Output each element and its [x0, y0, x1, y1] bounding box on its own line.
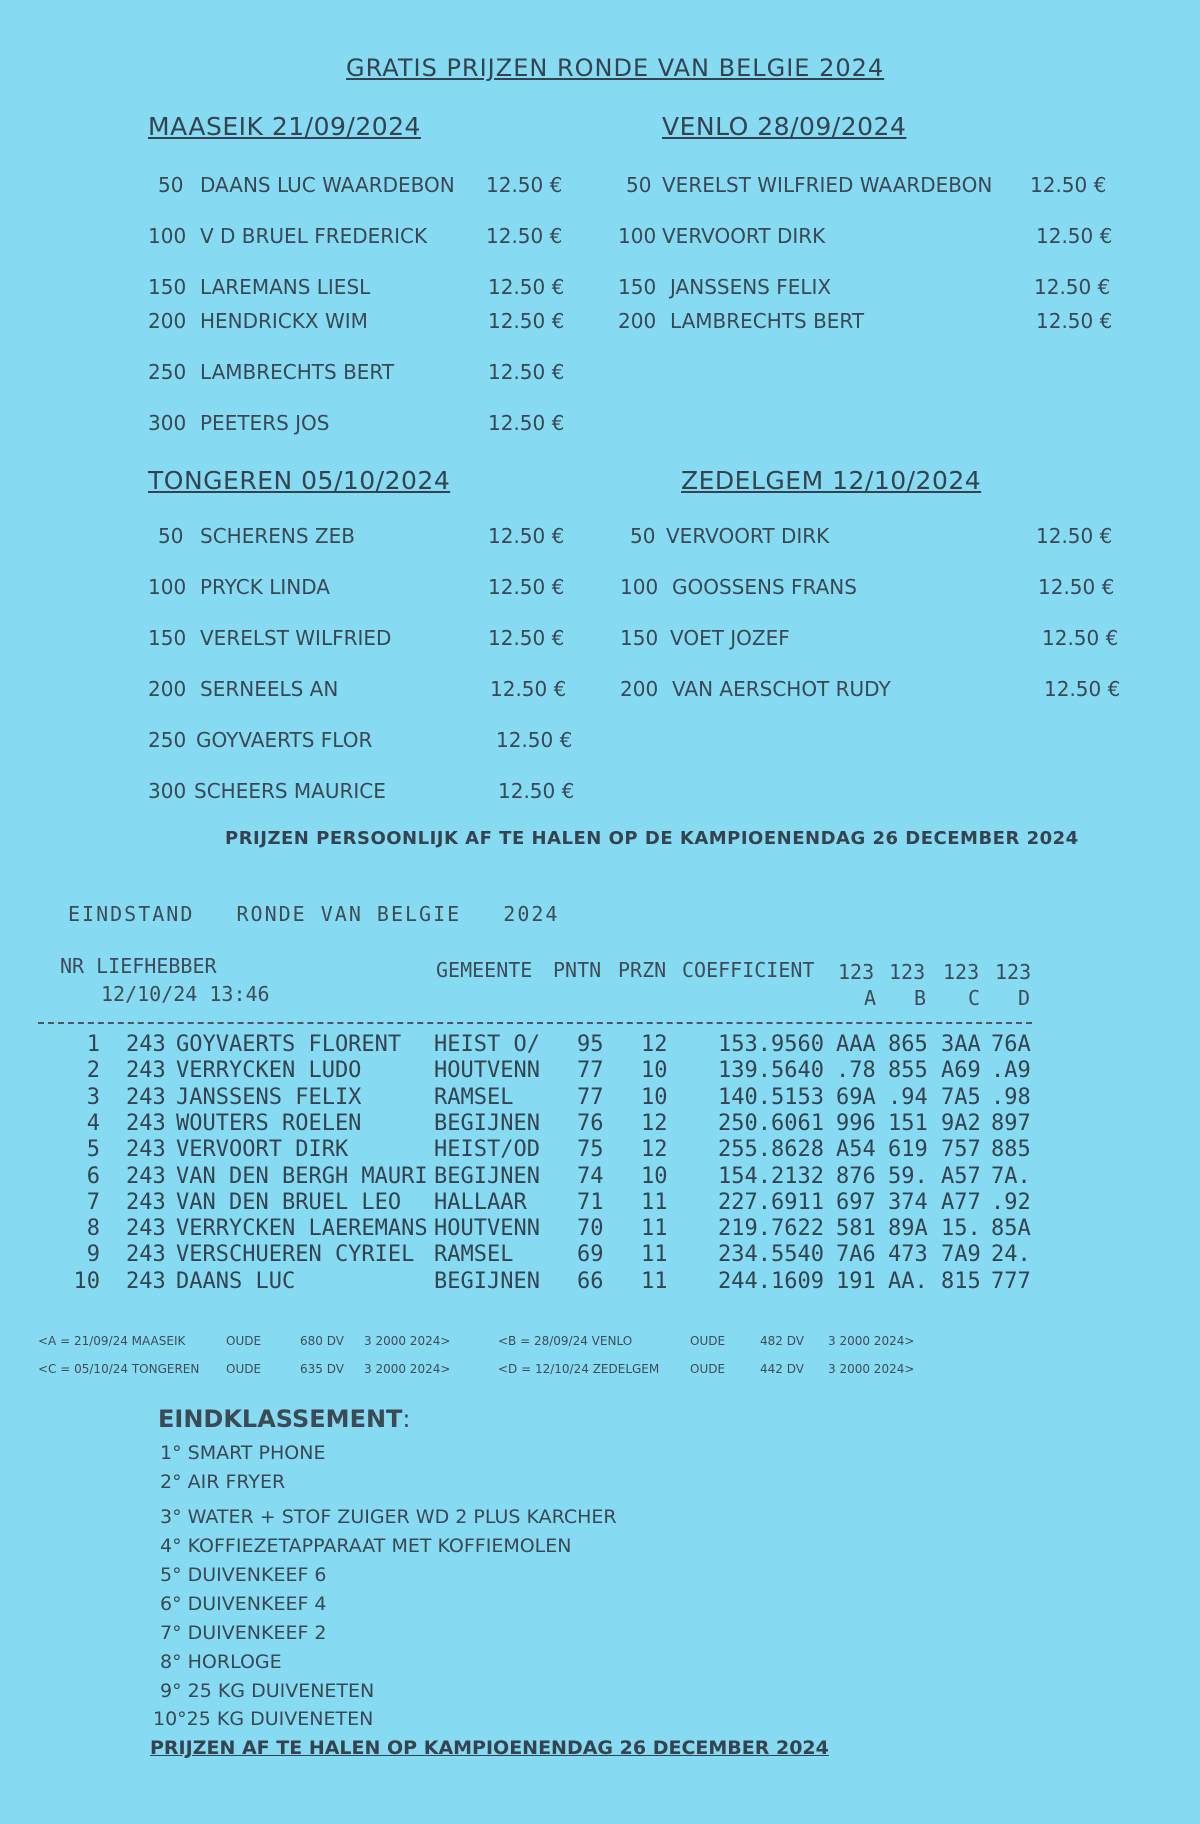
prize-row [148, 677, 588, 707]
cell-c: 7A9 [941, 1242, 981, 1268]
prize-amount: 12.50 € [1036, 224, 1113, 248]
cell-d: .92 [991, 1189, 1031, 1215]
legend-key: <D = 12/10/24 ZEDELGEM [498, 1362, 660, 1376]
cell-gemeente: RAMSEL [434, 1242, 514, 1268]
prize-name: GOOSSENS FRANS [672, 575, 857, 599]
prize-row [158, 173, 578, 203]
cell-przn: 11 [641, 1189, 668, 1215]
cell-code: 243 [126, 1110, 166, 1136]
prize-row [148, 411, 578, 441]
cell-code: 243 [126, 1058, 166, 1084]
cell-gemeente: BEGIJNEN [434, 1163, 540, 1189]
prize-row [148, 728, 588, 758]
legend-key: <C = 05/10/24 TONGEREN [38, 1362, 200, 1376]
final-title [158, 1405, 411, 1433]
cell-name: JANSSENS FELIX [176, 1084, 362, 1110]
prize-row [618, 275, 1118, 305]
prize-amount: 12.50 € [486, 173, 563, 197]
prize-amount: 12.50 € [486, 224, 563, 248]
cell-d: 24. [991, 1242, 1031, 1268]
cell-code: 243 [126, 1032, 166, 1057]
cell-a: 69A [836, 1084, 876, 1110]
final-item: 2° AIR FRYER [160, 1471, 286, 1493]
prize-name: LAMBRECHTS BERT [670, 309, 865, 333]
cell-przn: 12 [641, 1137, 668, 1163]
prize-row [630, 524, 1126, 554]
prize-amount: 12.50 € [490, 677, 567, 701]
cell-c: A77 [941, 1189, 981, 1215]
cell-przn: 11 [641, 1268, 668, 1294]
prize-row [618, 309, 1118, 339]
cell-name: DAANS LUC [176, 1268, 296, 1294]
legend-info: 3 2000 2024> [364, 1362, 451, 1376]
legend-oude: OUDE [226, 1334, 262, 1348]
cell-b: 619 [888, 1137, 928, 1163]
cell-coefficient: 234.5540 [718, 1242, 824, 1268]
prize-name: HENDRICKX WIM [200, 309, 368, 333]
prize-amount: 12.50 € [488, 360, 565, 384]
cell-nr: 6 [86, 1163, 100, 1189]
cell-b: 473 [888, 1242, 928, 1268]
race-title-zedelgem: ZEDELGEM 12/10/2024 [681, 466, 982, 495]
table-row [0, 1137, 1200, 1163]
prize-rank: 50 [630, 524, 656, 548]
prize-name: SCHEERS MAURICE [194, 779, 386, 803]
final-item: 4° KOFFIEZETAPPARAAT MET KOFFIEMOLEN [160, 1535, 572, 1557]
cell-code: 243 [126, 1084, 166, 1110]
prize-amount: 12.50 € [1038, 575, 1115, 599]
prize-name: V D BRUEL FREDERICK [200, 224, 428, 248]
prize-row [618, 224, 1118, 254]
prize-rank: 100 [620, 575, 659, 599]
cell-d: 7A. [991, 1163, 1031, 1189]
prize-rank: 50 [626, 173, 652, 197]
prize-row [148, 224, 578, 254]
prize-amount: 12.50 € [488, 626, 565, 650]
col-123-b: 123 [889, 960, 926, 984]
cell-nr: 9 [86, 1242, 100, 1268]
prize-rank: 150 [618, 275, 657, 299]
prize-amount: 12.50 € [1034, 275, 1111, 299]
table-row [0, 1164, 1200, 1190]
standings-title: EINDSTAND RONDE VAN BELGIE 2024 [68, 902, 560, 926]
cell-d: 76A [991, 1032, 1031, 1057]
final-item: 1° SMART PHONE [160, 1442, 326, 1464]
cell-b: AA. [888, 1268, 928, 1294]
prize-rank: 200 [618, 309, 657, 333]
cell-d: 897 [991, 1110, 1031, 1136]
cell-nr: 10 [73, 1268, 100, 1294]
cell-pntn: 74 [577, 1163, 604, 1189]
table-row [0, 1242, 1200, 1268]
cell-b: .94 [888, 1084, 928, 1110]
race-title-venlo: VENLO 28/09/2024 [662, 112, 907, 141]
cell-d: .A9 [991, 1058, 1031, 1084]
cell-a: 191 [836, 1268, 876, 1294]
prize-rank: 100 [148, 575, 187, 599]
cell-przn: 11 [641, 1216, 668, 1242]
prize-name: PRYCK LINDA [200, 575, 330, 599]
prize-row [148, 309, 578, 339]
cell-pntn: 75 [577, 1137, 604, 1163]
col-label-b: B [914, 986, 927, 1010]
prize-name: VERELST WILFRIED [200, 626, 392, 650]
cell-c: 7A5 [941, 1084, 981, 1110]
cell-przn: 12 [641, 1110, 668, 1136]
cell-coefficient: 153.9560 [718, 1032, 824, 1057]
legend-dv: 635 DV [300, 1362, 344, 1376]
cell-code: 243 [126, 1163, 166, 1189]
prize-rank: 50 [158, 173, 184, 197]
final-title-text: EINDKLASSEMENT [158, 1405, 403, 1433]
cell-pntn: 69 [577, 1242, 604, 1268]
final-item: 6° DUIVENKEEF 4 [160, 1593, 327, 1615]
table-row [0, 1085, 1200, 1111]
prize-row [620, 575, 1126, 605]
prize-row [148, 779, 598, 809]
cell-nr: 7 [86, 1189, 100, 1215]
cell-pntn: 66 [577, 1268, 604, 1294]
cell-b: 865 [888, 1032, 928, 1057]
prize-row [158, 524, 588, 554]
table-row [0, 1111, 1200, 1137]
cell-przn: 11 [641, 1242, 668, 1268]
prize-rank: 150 [620, 626, 659, 650]
cell-code: 243 [126, 1268, 166, 1294]
cell-przn: 10 [641, 1084, 668, 1110]
cell-pntn: 70 [577, 1216, 604, 1242]
cell-coefficient: 250.6061 [718, 1110, 824, 1136]
cell-d: 777 [991, 1268, 1031, 1294]
col-label-d: D [1018, 986, 1031, 1010]
prize-rank: 250 [148, 360, 187, 384]
prize-amount: 12.50 € [488, 411, 565, 435]
prize-row [148, 360, 578, 390]
cell-d: .98 [991, 1084, 1031, 1110]
prize-amount: 12.50 € [488, 309, 565, 333]
cell-gemeente: HOUTVENN [434, 1216, 540, 1242]
prize-name: GOYVAERTS FLOR [196, 728, 373, 752]
page-title: GRATIS PRIJZEN RONDE VAN BELGIE 2024 [346, 54, 885, 82]
final-item: 5° DUIVENKEEF 6 [160, 1564, 327, 1586]
cell-gemeente: BEGIJNEN [434, 1110, 540, 1136]
prize-rank: 150 [148, 626, 187, 650]
col-przn: PRZN [618, 958, 667, 982]
cell-nr: 8 [86, 1216, 100, 1242]
cell-nr: 2 [86, 1058, 100, 1084]
prize-name: JANSSENS FELIX [670, 275, 832, 299]
cell-a: 7A6 [836, 1242, 876, 1268]
col-label-c: C [968, 986, 981, 1010]
prize-amount: 12.50 € [1044, 677, 1121, 701]
cell-code: 243 [126, 1216, 166, 1242]
cell-gemeente: RAMSEL [434, 1084, 514, 1110]
cell-name: VAN DEN BERGH MAURI [176, 1163, 428, 1189]
cell-przn: 10 [641, 1058, 668, 1084]
cell-c: A69 [941, 1058, 981, 1084]
col-123-d: 123 [995, 960, 1032, 984]
cell-nr: 3 [86, 1084, 100, 1110]
legend-oude: OUDE [690, 1334, 726, 1348]
cell-name: VERVOORT DIRK [176, 1137, 349, 1163]
prize-name: LAMBRECHTS BERT [200, 360, 395, 384]
prize-amount: 12.50 € [488, 575, 565, 599]
cell-gemeente: HOUTVENN [434, 1058, 540, 1084]
cell-pntn: 77 [577, 1084, 604, 1110]
prize-rank: 100 [618, 224, 657, 248]
cell-b: 151 [888, 1110, 928, 1136]
final-item: 9° 25 KG DUIVENETEN [160, 1680, 375, 1702]
cell-c: 3AA [941, 1032, 981, 1057]
cell-c: 9A2 [941, 1110, 981, 1136]
cell-name: VERRYCKEN LUDO [176, 1058, 362, 1084]
cell-a: 697 [836, 1189, 876, 1215]
prize-amount: 12.50 € [496, 728, 573, 752]
cell-a: AAA [836, 1032, 876, 1057]
legend-dv: 680 DV [300, 1334, 344, 1348]
cell-nr: 5 [86, 1137, 100, 1163]
col-label-a: A [864, 986, 877, 1010]
prize-row [620, 677, 1130, 707]
cell-a: 996 [836, 1110, 876, 1136]
prize-row [148, 275, 578, 305]
prize-name: SERNEELS AN [200, 677, 339, 701]
prize-rank: 250 [148, 728, 187, 752]
prize-amount: 12.50 € [498, 779, 575, 803]
cell-c: 757 [941, 1137, 981, 1163]
prize-amount: 12.50 € [1030, 173, 1107, 197]
prize-rank: 100 [148, 224, 187, 248]
cell-a: .78 [836, 1058, 876, 1084]
cell-c: 15. [941, 1216, 981, 1242]
cell-name: GOYVAERTS FLORENT [176, 1032, 402, 1057]
standings-timestamp: 12/10/24 13:46 [101, 982, 270, 1006]
cell-coefficient: 154.2132 [718, 1163, 824, 1189]
final-item: 7° DUIVENKEEF 2 [160, 1622, 327, 1644]
legend-dv: 482 DV [760, 1334, 804, 1348]
final-item: 10°25 KG DUIVENETEN [153, 1708, 374, 1730]
table-row [0, 1216, 1200, 1242]
cell-b: 59. [888, 1163, 928, 1189]
cell-pntn: 76 [577, 1110, 604, 1136]
cell-c: 815 [941, 1268, 981, 1294]
table-row [0, 1269, 1200, 1295]
prize-name: VOET JOZEF [670, 626, 790, 650]
cell-pntn: 71 [577, 1189, 604, 1215]
col-pntn: PNTN [553, 958, 602, 982]
col-123-c: 123 [943, 960, 980, 984]
prize-name: DAANS LUC WAARDEBON [200, 173, 455, 197]
prize-rank: 300 [148, 411, 187, 435]
prize-rank: 200 [148, 677, 187, 701]
col-coefficient: COEFFICIENT [682, 958, 815, 982]
prize-amount: 12.50 € [488, 524, 565, 548]
prize-name: VERELST WILFRIED WAARDEBON [662, 173, 993, 197]
cell-b: 374 [888, 1189, 928, 1215]
prize-name: VERVOORT DIRK [662, 224, 826, 248]
cell-name: VERSCHUEREN CYRIEL [176, 1242, 415, 1268]
prize-row [148, 626, 588, 656]
cell-coefficient: 139.5640 [718, 1058, 824, 1084]
pickup-notice: PRIJZEN PERSOONLIJK AF TE HALEN OP DE KAMPIOENENDAG 26 DECEMBER 2024 [225, 828, 1079, 849]
table-row [0, 1058, 1200, 1084]
cell-gemeente: BEGIJNEN [434, 1268, 540, 1294]
dashed-separator [38, 1022, 1032, 1024]
cell-pntn: 77 [577, 1058, 604, 1084]
cell-przn: 12 [641, 1032, 668, 1057]
col-123-a: 123 [838, 960, 875, 984]
cell-coefficient: 244.1609 [718, 1268, 824, 1294]
col-gemeente: GEMEENTE [436, 958, 533, 982]
race-title-maaseik: MAASEIK 21/09/2024 [148, 112, 421, 141]
prize-rank: 300 [148, 779, 187, 803]
legend-info: 3 2000 2024> [828, 1362, 915, 1376]
prize-row [620, 626, 1130, 656]
prize-row [626, 173, 1116, 203]
final-pickup-notice: PRIJZEN AF TE HALEN OP KAMPIOENENDAG 26 DECEMBER 2024 [150, 1737, 829, 1759]
cell-nr: 4 [86, 1110, 100, 1136]
prize-name: SCHERENS ZEB [200, 524, 355, 548]
cell-coefficient: 227.6911 [718, 1189, 824, 1215]
final-title-colon: : [402, 1405, 411, 1433]
prize-name: VAN AERSCHOT RUDY [672, 677, 891, 701]
race-title-tongeren: TONGEREN 05/10/2024 [148, 466, 451, 495]
cell-a: 581 [836, 1216, 876, 1242]
prize-amount: 12.50 € [1042, 626, 1119, 650]
legend-dv: 442 DV [760, 1362, 804, 1376]
cell-b: 89A [888, 1216, 928, 1242]
prize-rank: 200 [620, 677, 659, 701]
cell-a: 876 [836, 1163, 876, 1189]
table-row [0, 1032, 1200, 1058]
cell-coefficient: 219.7622 [718, 1216, 824, 1242]
cell-c: A57 [941, 1163, 981, 1189]
legend-key: <A = 21/09/24 MAASEIK [38, 1334, 186, 1348]
col-nr-liefhebber: NR LIEFHEBBER [60, 954, 217, 978]
cell-coefficient: 140.5153 [718, 1084, 824, 1110]
legend-oude: OUDE [226, 1362, 262, 1376]
cell-d: 885 [991, 1137, 1031, 1163]
cell-name: VAN DEN BRUEL LEO [176, 1189, 402, 1215]
cell-name: VERRYCKEN LAEREMANS [176, 1216, 428, 1242]
cell-a: A54 [836, 1137, 876, 1163]
cell-coefficient: 255.8628 [718, 1137, 824, 1163]
legend-info: 3 2000 2024> [364, 1334, 451, 1348]
prize-amount: 12.50 € [1036, 309, 1113, 333]
cell-gemeente: HEIST O/ [434, 1032, 540, 1057]
legend-oude: OUDE [690, 1362, 726, 1376]
table-row [0, 1190, 1200, 1216]
cell-code: 243 [126, 1189, 166, 1215]
prize-name: PEETERS JOS [200, 411, 330, 435]
prize-amount: 12.50 € [488, 275, 565, 299]
prize-rank: 200 [148, 309, 187, 333]
prize-name: VERVOORT DIRK [666, 524, 830, 548]
cell-name: WOUTERS ROELEN [176, 1110, 362, 1136]
cell-gemeente: HALLAAR [434, 1189, 527, 1215]
prize-rank: 150 [148, 275, 187, 299]
cell-d: 85A [991, 1216, 1031, 1242]
legend-key: <B = 28/09/24 VENLO [498, 1334, 633, 1348]
prize-row [148, 575, 588, 605]
cell-nr: 1 [86, 1032, 100, 1057]
cell-gemeente: HEIST/OD [434, 1137, 540, 1163]
cell-code: 243 [126, 1137, 166, 1163]
prize-rank: 50 [158, 524, 184, 548]
cell-b: 855 [888, 1058, 928, 1084]
cell-przn: 10 [641, 1163, 668, 1189]
final-item: 3° WATER + STOF ZUIGER WD 2 PLUS KARCHER [160, 1506, 617, 1528]
cell-pntn: 95 [577, 1032, 604, 1057]
legend-info: 3 2000 2024> [828, 1334, 915, 1348]
cell-code: 243 [126, 1242, 166, 1268]
final-item: 8° HORLOGE [160, 1651, 282, 1673]
prize-name: LAREMANS LIESL [200, 275, 371, 299]
prize-amount: 12.50 € [1036, 524, 1113, 548]
